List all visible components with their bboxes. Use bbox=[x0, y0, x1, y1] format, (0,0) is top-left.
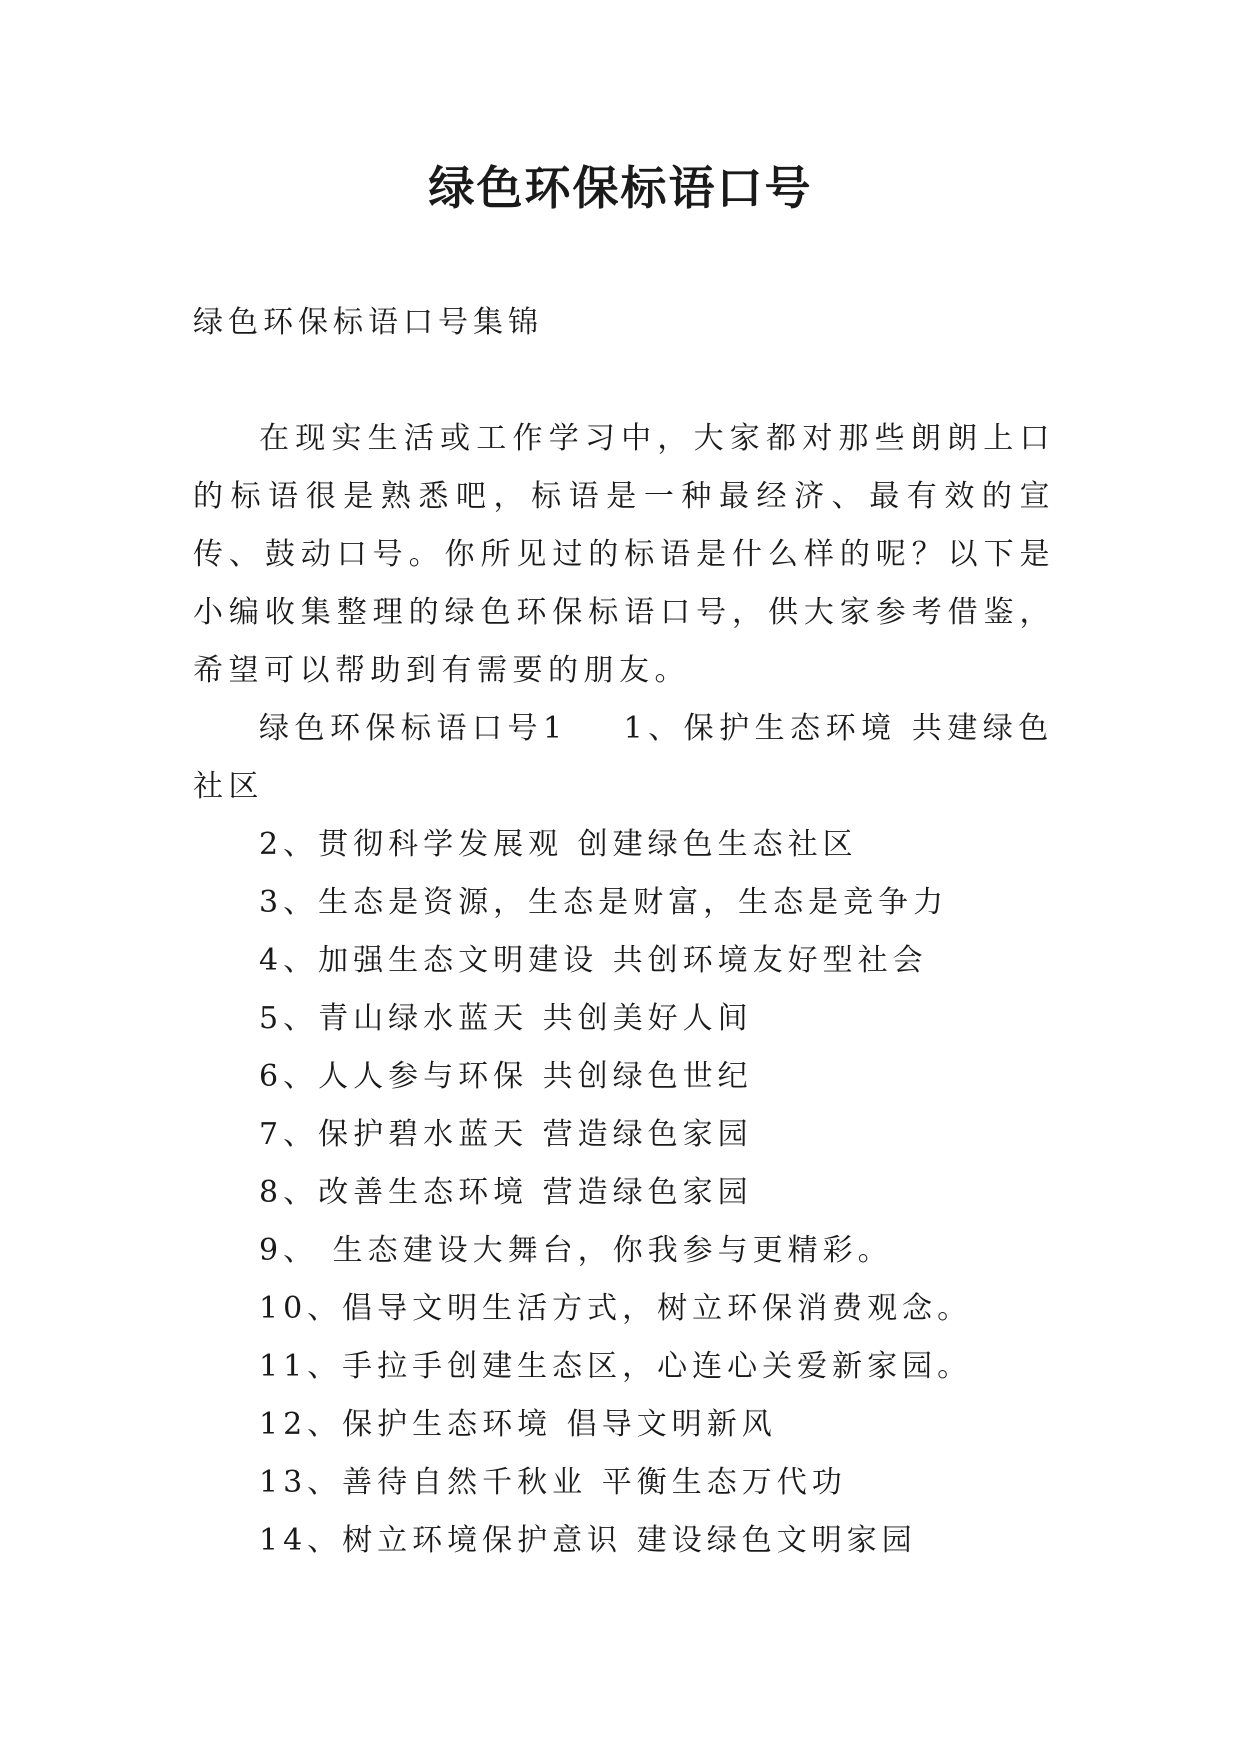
slogan-item: 14、树立环境保护意识 建设绿色文明家园 bbox=[259, 1523, 917, 1558]
intro-paragraph: 在现实生活或工作学习中，大家都对那些朗朗上口的标语很是熟悉吧，标语是一种最经济、最有效的宣传、鼓动口号。你所见过的标语是什么样的呢？以下是小编收集整理的绿色环保标语口号，供大家参考借鉴，希望可以帮助到有需要的朋友。 bbox=[193, 421, 1055, 688]
slogan-item: 7、保护碧水蓝天 营造绿色家园 bbox=[259, 1117, 753, 1152]
slogan-item: 13、善待自然千秋业 平衡生态万代功 bbox=[259, 1465, 847, 1500]
document-title: 绿色环保标语口号 bbox=[428, 161, 813, 215]
slogan-list bbox=[259, 816, 972, 1570]
slogan-item: 2、贯彻科学发展观 创建绿色生态社区 bbox=[259, 827, 858, 862]
slogan-item: 3、生态是资源，生态是财富，生态是竞争力 bbox=[259, 885, 949, 920]
slogan-item-first: 1、保护生态环境 共建绿色社区 bbox=[193, 711, 1054, 804]
section-heading-line bbox=[193, 700, 1055, 816]
document-subtitle: 绿色环保标语口号集锦 bbox=[193, 305, 543, 340]
section-heading: 绿色环保标语口号1 bbox=[259, 711, 568, 746]
slogan-item: 12、保护生态环境 倡导文明新风 bbox=[259, 1407, 777, 1442]
slogan-item: 11、手拉手创建生态区，心连心关爱新家园。 bbox=[259, 1349, 973, 1384]
slogan-item: 8、改善生态环境 营造绿色家园 bbox=[259, 1175, 753, 1210]
slogan-item: 10、倡导文明生活方式，树立环保消费观念。 bbox=[259, 1291, 973, 1326]
slogan-item: 5、青山绿水蓝天 共创美好人间 bbox=[259, 1001, 753, 1036]
slogan-item: 9、 生态建设大舞台，你我参与更精彩。 bbox=[259, 1233, 893, 1268]
slogan-item: 6、人人参与环保 共创绿色世纪 bbox=[259, 1059, 753, 1094]
slogan-item: 4、加强生态文明建设 共创环境友好型社会 bbox=[259, 943, 928, 978]
